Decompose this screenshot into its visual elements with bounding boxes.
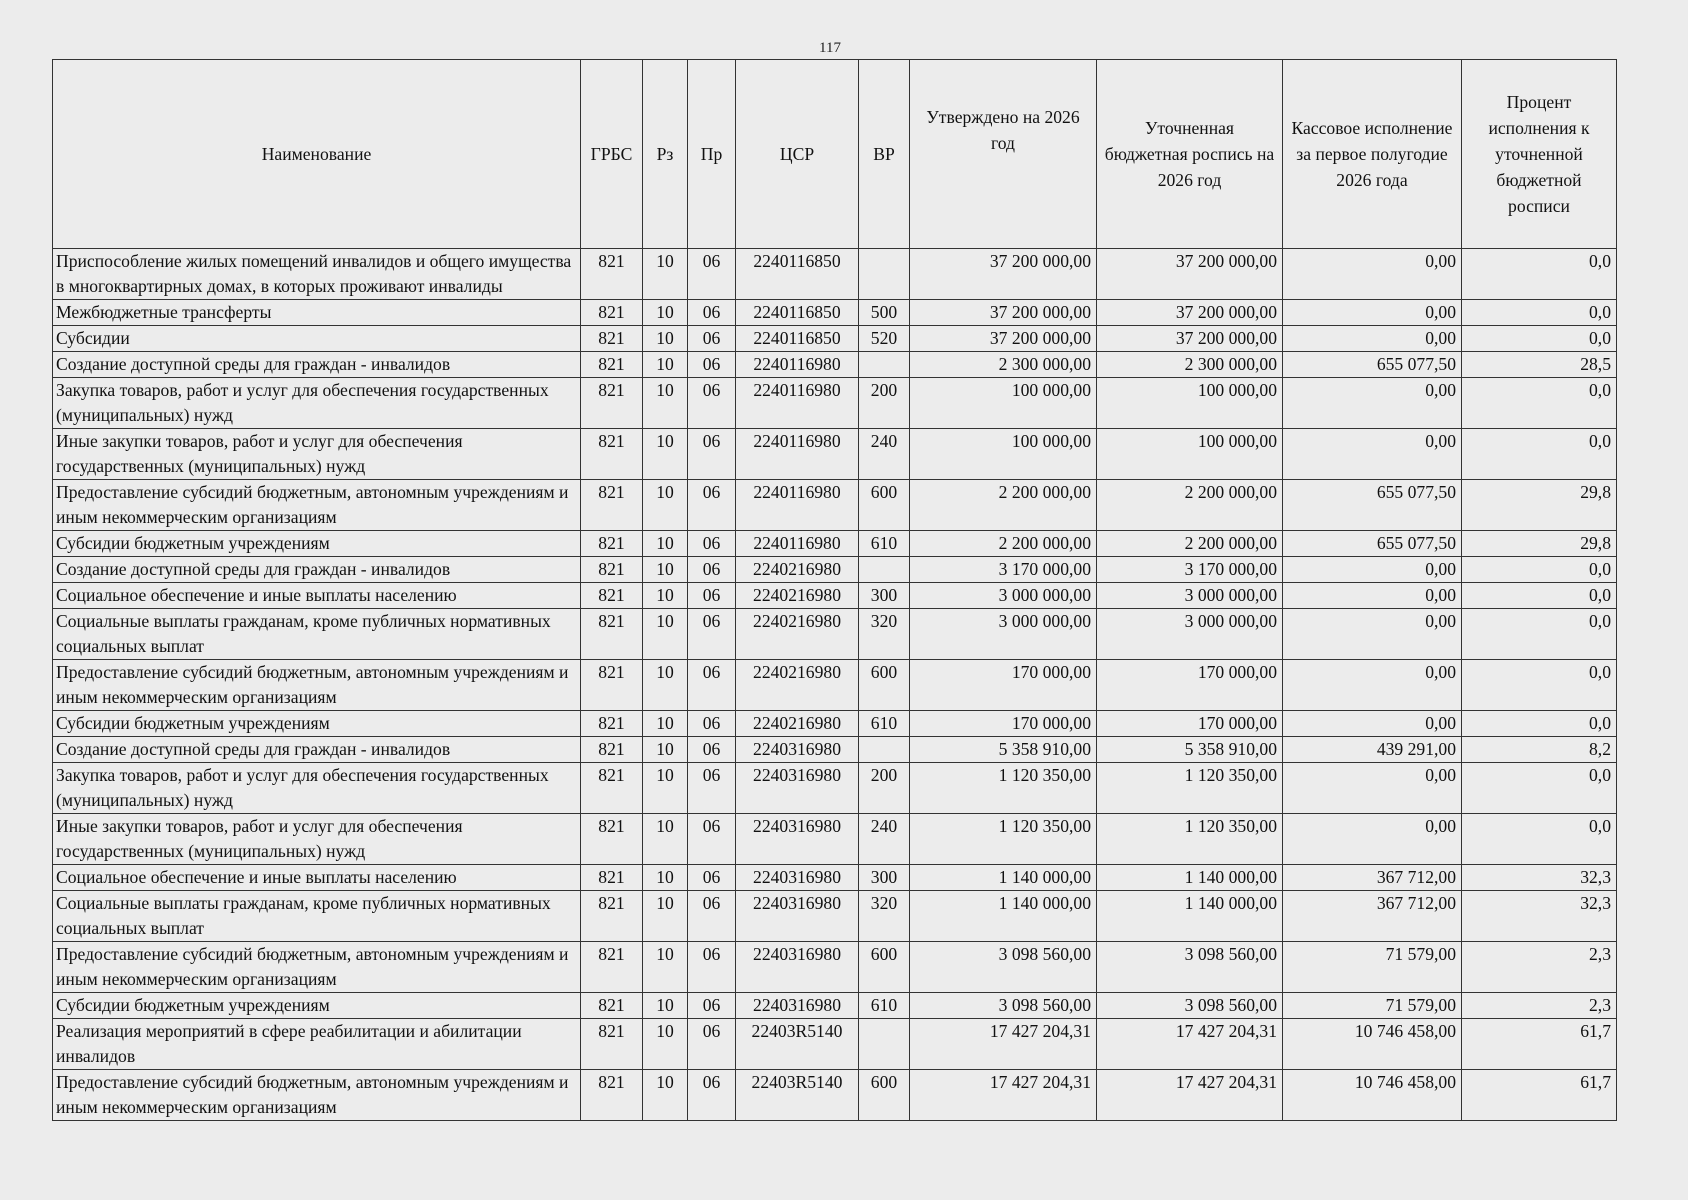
cell-cash: 655 077,50 [1283,352,1462,378]
table-row [53,942,1617,993]
cell-name: Субсидии бюджетным учреждениям [53,711,581,737]
cell-cash: 0,00 [1283,429,1462,480]
cell-grbs: 821 [581,609,643,660]
cell-csr: 22403R5140 [736,1070,859,1121]
cell-vr: 200 [859,763,910,814]
cell-percent: 0,0 [1462,609,1617,660]
cell-grbs: 821 [581,711,643,737]
table-row [53,993,1617,1019]
cell-rz: 10 [643,480,688,531]
cell-pr: 06 [688,531,736,557]
cell-vr: 300 [859,583,910,609]
cell-grbs: 821 [581,993,643,1019]
cell-name: Закупка товаров, работ и услуг для обеспечения государственных (муниципальных) нужд [53,378,581,429]
cell-csr: 2240116980 [736,429,859,480]
cell-name: Межбюджетные трансферты [53,300,581,326]
cell-cash: 10 746 458,00 [1283,1070,1462,1121]
cell-percent: 32,3 [1462,865,1617,891]
table-row [53,249,1617,300]
cell-pr: 06 [688,865,736,891]
table-row [53,814,1617,865]
cell-grbs: 821 [581,352,643,378]
cell-rz: 10 [643,737,688,763]
cell-name: Социальное обеспечение и иные выплаты населению [53,583,581,609]
cell-name: Социальные выплаты гражданам, кроме публичных нормативных социальных выплат [53,891,581,942]
cell-grbs: 821 [581,891,643,942]
cell-approved: 37 200 000,00 [910,249,1097,300]
cell-pr: 06 [688,711,736,737]
cell-cash: 655 077,50 [1283,531,1462,557]
cell-rz: 10 [643,378,688,429]
cell-grbs: 821 [581,249,643,300]
table-row [53,660,1617,711]
cell-refined: 1 140 000,00 [1097,865,1283,891]
cell-rz: 10 [643,891,688,942]
cell-name: Иные закупки товаров, работ и услуг для обеспечения государственных (муниципальных) нужд [53,814,581,865]
cell-refined: 2 200 000,00 [1097,480,1283,531]
cell-percent: 0,0 [1462,378,1617,429]
cell-pr: 06 [688,993,736,1019]
table-body [53,249,1617,1121]
cell-approved: 100 000,00 [910,378,1097,429]
header-csr: ЦСР [736,60,859,249]
cell-grbs: 821 [581,763,643,814]
cell-approved: 170 000,00 [910,711,1097,737]
cell-approved: 3 098 560,00 [910,942,1097,993]
cell-approved: 1 140 000,00 [910,865,1097,891]
cell-percent: 2,3 [1462,942,1617,993]
cell-name: Создание доступной среды для граждан - инвалидов [53,737,581,763]
cell-rz: 10 [643,583,688,609]
cell-pr: 06 [688,660,736,711]
cell-refined: 5 358 910,00 [1097,737,1283,763]
cell-csr: 2240116980 [736,352,859,378]
cell-approved: 17 427 204,31 [910,1019,1097,1070]
cell-vr: 300 [859,865,910,891]
cell-name: Социальные выплаты гражданам, кроме публичных нормативных социальных выплат [53,609,581,660]
table-row [53,891,1617,942]
table-row [53,711,1617,737]
cell-pr: 06 [688,557,736,583]
cell-cash: 71 579,00 [1283,993,1462,1019]
cell-refined: 3 098 560,00 [1097,993,1283,1019]
cell-cash: 0,00 [1283,326,1462,352]
cell-refined: 17 427 204,31 [1097,1019,1283,1070]
cell-cash: 367 712,00 [1283,891,1462,942]
cell-percent: 0,0 [1462,660,1617,711]
cell-grbs: 821 [581,660,643,711]
cell-percent: 8,2 [1462,737,1617,763]
cell-vr: 600 [859,660,910,711]
cell-pr: 06 [688,1070,736,1121]
header-approved: Утверждено на 2026 год [910,60,1097,249]
cell-refined: 1 120 350,00 [1097,814,1283,865]
header-grbs: ГРБС [581,60,643,249]
table-header-row [53,60,1617,249]
cell-cash: 0,00 [1283,378,1462,429]
cell-csr: 2240116850 [736,249,859,300]
cell-refined: 3 000 000,00 [1097,609,1283,660]
cell-grbs: 821 [581,1070,643,1121]
cell-name: Создание доступной среды для граждан - инвалидов [53,352,581,378]
cell-rz: 10 [643,249,688,300]
cell-vr: 500 [859,300,910,326]
cell-approved: 1 120 350,00 [910,763,1097,814]
cell-cash: 0,00 [1283,609,1462,660]
table-row [53,480,1617,531]
cell-cash: 0,00 [1283,711,1462,737]
cell-rz: 10 [643,711,688,737]
cell-rz: 10 [643,660,688,711]
cell-name: Предоставление субсидий бюджетным, автономным учреждениям и иным некоммерческим организациям [53,660,581,711]
table-row [53,763,1617,814]
cell-refined: 1 120 350,00 [1097,763,1283,814]
cell-percent: 28,5 [1462,352,1617,378]
cell-grbs: 821 [581,1019,643,1070]
table-row [53,865,1617,891]
cell-csr: 2240316980 [736,942,859,993]
cell-vr [859,249,910,300]
cell-vr: 600 [859,480,910,531]
cell-csr: 2240116850 [736,326,859,352]
cell-cash: 10 746 458,00 [1283,1019,1462,1070]
cell-cash: 0,00 [1283,583,1462,609]
header-name: Наименование [53,60,581,249]
cell-csr: 2240216980 [736,711,859,737]
cell-grbs: 821 [581,480,643,531]
table-row [53,378,1617,429]
cell-cash: 0,00 [1283,814,1462,865]
cell-approved: 170 000,00 [910,660,1097,711]
table-row [53,326,1617,352]
cell-grbs: 821 [581,814,643,865]
cell-pr: 06 [688,814,736,865]
cell-vr: 520 [859,326,910,352]
cell-name: Субсидии бюджетным учреждениям [53,531,581,557]
cell-approved: 2 200 000,00 [910,480,1097,531]
cell-approved: 3 000 000,00 [910,583,1097,609]
cell-grbs: 821 [581,557,643,583]
budget-table [52,59,1617,1121]
cell-approved: 37 200 000,00 [910,326,1097,352]
cell-csr: 2240216980 [736,583,859,609]
cell-percent: 0,0 [1462,300,1617,326]
cell-csr: 2240216980 [736,557,859,583]
cell-vr: 320 [859,891,910,942]
cell-pr: 06 [688,378,736,429]
cell-rz: 10 [643,429,688,480]
cell-name: Закупка товаров, работ и услуг для обеспечения государственных (муниципальных) нужд [53,763,581,814]
cell-grbs: 821 [581,942,643,993]
cell-name: Субсидии [53,326,581,352]
cell-rz: 10 [643,814,688,865]
cell-name: Предоставление субсидий бюджетным, автономным учреждениям и иным некоммерческим организациям [53,1070,581,1121]
cell-approved: 2 200 000,00 [910,531,1097,557]
cell-grbs: 821 [581,737,643,763]
cell-cash: 0,00 [1283,249,1462,300]
header-vr: ВР [859,60,910,249]
cell-refined: 100 000,00 [1097,378,1283,429]
cell-pr: 06 [688,480,736,531]
cell-vr: 200 [859,378,910,429]
cell-rz: 10 [643,557,688,583]
cell-percent: 0,0 [1462,711,1617,737]
cell-refined: 170 000,00 [1097,711,1283,737]
cell-cash: 0,00 [1283,660,1462,711]
cell-approved: 3 000 000,00 [910,609,1097,660]
cell-rz: 10 [643,942,688,993]
budget-table-container [52,59,1616,1121]
cell-vr [859,1019,910,1070]
cell-csr: 2240216980 [736,660,859,711]
cell-grbs: 821 [581,583,643,609]
cell-rz: 10 [643,763,688,814]
cell-csr: 2240316980 [736,737,859,763]
cell-pr: 06 [688,249,736,300]
cell-percent: 29,8 [1462,531,1617,557]
cell-rz: 10 [643,326,688,352]
cell-refined: 100 000,00 [1097,429,1283,480]
header-refined: Уточненная бюджетная роспись на 2026 год [1097,60,1283,249]
table-row [53,300,1617,326]
header-cash: Кассовое исполнение за первое полугодие 2026 года [1283,60,1462,249]
cell-name: Предоставление субсидий бюджетным, автономным учреждениям и иным некоммерческим организациям [53,480,581,531]
cell-refined: 37 200 000,00 [1097,300,1283,326]
cell-rz: 10 [643,865,688,891]
cell-name: Реализация мероприятий в сфере реабилитации и абилитации инвалидов [53,1019,581,1070]
cell-vr: 610 [859,711,910,737]
cell-grbs: 821 [581,531,643,557]
cell-csr: 2240116980 [736,531,859,557]
cell-refined: 2 300 000,00 [1097,352,1283,378]
table-row [53,429,1617,480]
cell-pr: 06 [688,609,736,660]
table-row [53,352,1617,378]
cell-percent: 0,0 [1462,583,1617,609]
cell-percent: 0,0 [1462,326,1617,352]
cell-pr: 06 [688,763,736,814]
cell-csr: 2240116980 [736,480,859,531]
cell-name: Субсидии бюджетным учреждениям [53,993,581,1019]
cell-refined: 2 200 000,00 [1097,531,1283,557]
cell-cash: 655 077,50 [1283,480,1462,531]
cell-vr [859,737,910,763]
table-row [53,737,1617,763]
cell-rz: 10 [643,609,688,660]
cell-pr: 06 [688,583,736,609]
cell-approved: 3 170 000,00 [910,557,1097,583]
cell-rz: 10 [643,993,688,1019]
cell-percent: 61,7 [1462,1070,1617,1121]
header-percent: Процент исполнения к уточненной бюджетной росписи [1462,60,1617,249]
cell-csr: 2240116980 [736,378,859,429]
cell-refined: 3 170 000,00 [1097,557,1283,583]
cell-pr: 06 [688,352,736,378]
cell-approved: 100 000,00 [910,429,1097,480]
cell-approved: 37 200 000,00 [910,300,1097,326]
cell-rz: 10 [643,352,688,378]
cell-grbs: 821 [581,378,643,429]
cell-grbs: 821 [581,865,643,891]
cell-refined: 3 000 000,00 [1097,583,1283,609]
header-pr: Пр [688,60,736,249]
cell-rz: 10 [643,1070,688,1121]
table-row [53,557,1617,583]
cell-vr: 240 [859,429,910,480]
cell-csr: 2240216980 [736,609,859,660]
cell-rz: 10 [643,300,688,326]
cell-approved: 1 140 000,00 [910,891,1097,942]
cell-csr: 2240316980 [736,993,859,1019]
cell-name: Приспособление жилых помещений инвалидов и общего имущества в многоквартирных домах, в которых проживают инвалиды [53,249,581,300]
cell-percent: 0,0 [1462,249,1617,300]
cell-pr: 06 [688,737,736,763]
cell-cash: 367 712,00 [1283,865,1462,891]
cell-refined: 3 098 560,00 [1097,942,1283,993]
cell-csr: 2240316980 [736,763,859,814]
cell-refined: 17 427 204,31 [1097,1070,1283,1121]
table-row [53,1019,1617,1070]
cell-vr: 600 [859,1070,910,1121]
cell-rz: 10 [643,1019,688,1070]
table-row [53,1070,1617,1121]
cell-vr [859,352,910,378]
cell-csr: 22403R5140 [736,1019,859,1070]
cell-approved: 1 120 350,00 [910,814,1097,865]
cell-name: Социальное обеспечение и иные выплаты населению [53,865,581,891]
cell-vr: 320 [859,609,910,660]
cell-grbs: 821 [581,326,643,352]
cell-refined: 37 200 000,00 [1097,249,1283,300]
cell-vr [859,557,910,583]
cell-csr: 2240316980 [736,814,859,865]
cell-approved: 3 098 560,00 [910,993,1097,1019]
cell-percent: 2,3 [1462,993,1617,1019]
cell-percent: 0,0 [1462,429,1617,480]
cell-approved: 5 358 910,00 [910,737,1097,763]
cell-refined: 37 200 000,00 [1097,326,1283,352]
cell-cash: 439 291,00 [1283,737,1462,763]
cell-approved: 17 427 204,31 [910,1070,1097,1121]
cell-grbs: 821 [581,300,643,326]
cell-refined: 1 140 000,00 [1097,891,1283,942]
page-number: 117 [819,40,841,56]
cell-csr: 2240316980 [736,865,859,891]
cell-vr: 600 [859,942,910,993]
cell-csr: 2240116850 [736,300,859,326]
table-row [53,531,1617,557]
cell-pr: 06 [688,1019,736,1070]
cell-name: Иные закупки товаров, работ и услуг для обеспечения государственных (муниципальных) нужд [53,429,581,480]
cell-percent: 29,8 [1462,480,1617,531]
cell-cash: 71 579,00 [1283,942,1462,993]
header-rz: Рз [643,60,688,249]
cell-pr: 06 [688,429,736,480]
cell-cash: 0,00 [1283,557,1462,583]
cell-percent: 0,0 [1462,814,1617,865]
cell-cash: 0,00 [1283,763,1462,814]
cell-approved: 2 300 000,00 [910,352,1097,378]
cell-pr: 06 [688,891,736,942]
cell-rz: 10 [643,531,688,557]
cell-percent: 0,0 [1462,557,1617,583]
cell-csr: 2240316980 [736,891,859,942]
cell-name: Создание доступной среды для граждан - инвалидов [53,557,581,583]
cell-pr: 06 [688,942,736,993]
cell-vr: 240 [859,814,910,865]
cell-cash: 0,00 [1283,300,1462,326]
cell-vr: 610 [859,531,910,557]
cell-vr: 610 [859,993,910,1019]
table-row [53,583,1617,609]
cell-percent: 32,3 [1462,891,1617,942]
cell-refined: 170 000,00 [1097,660,1283,711]
cell-pr: 06 [688,300,736,326]
cell-pr: 06 [688,326,736,352]
cell-percent: 0,0 [1462,763,1617,814]
table-row [53,609,1617,660]
cell-grbs: 821 [581,429,643,480]
cell-name: Предоставление субсидий бюджетным, автономным учреждениям и иным некоммерческим организациям [53,942,581,993]
cell-percent: 61,7 [1462,1019,1617,1070]
